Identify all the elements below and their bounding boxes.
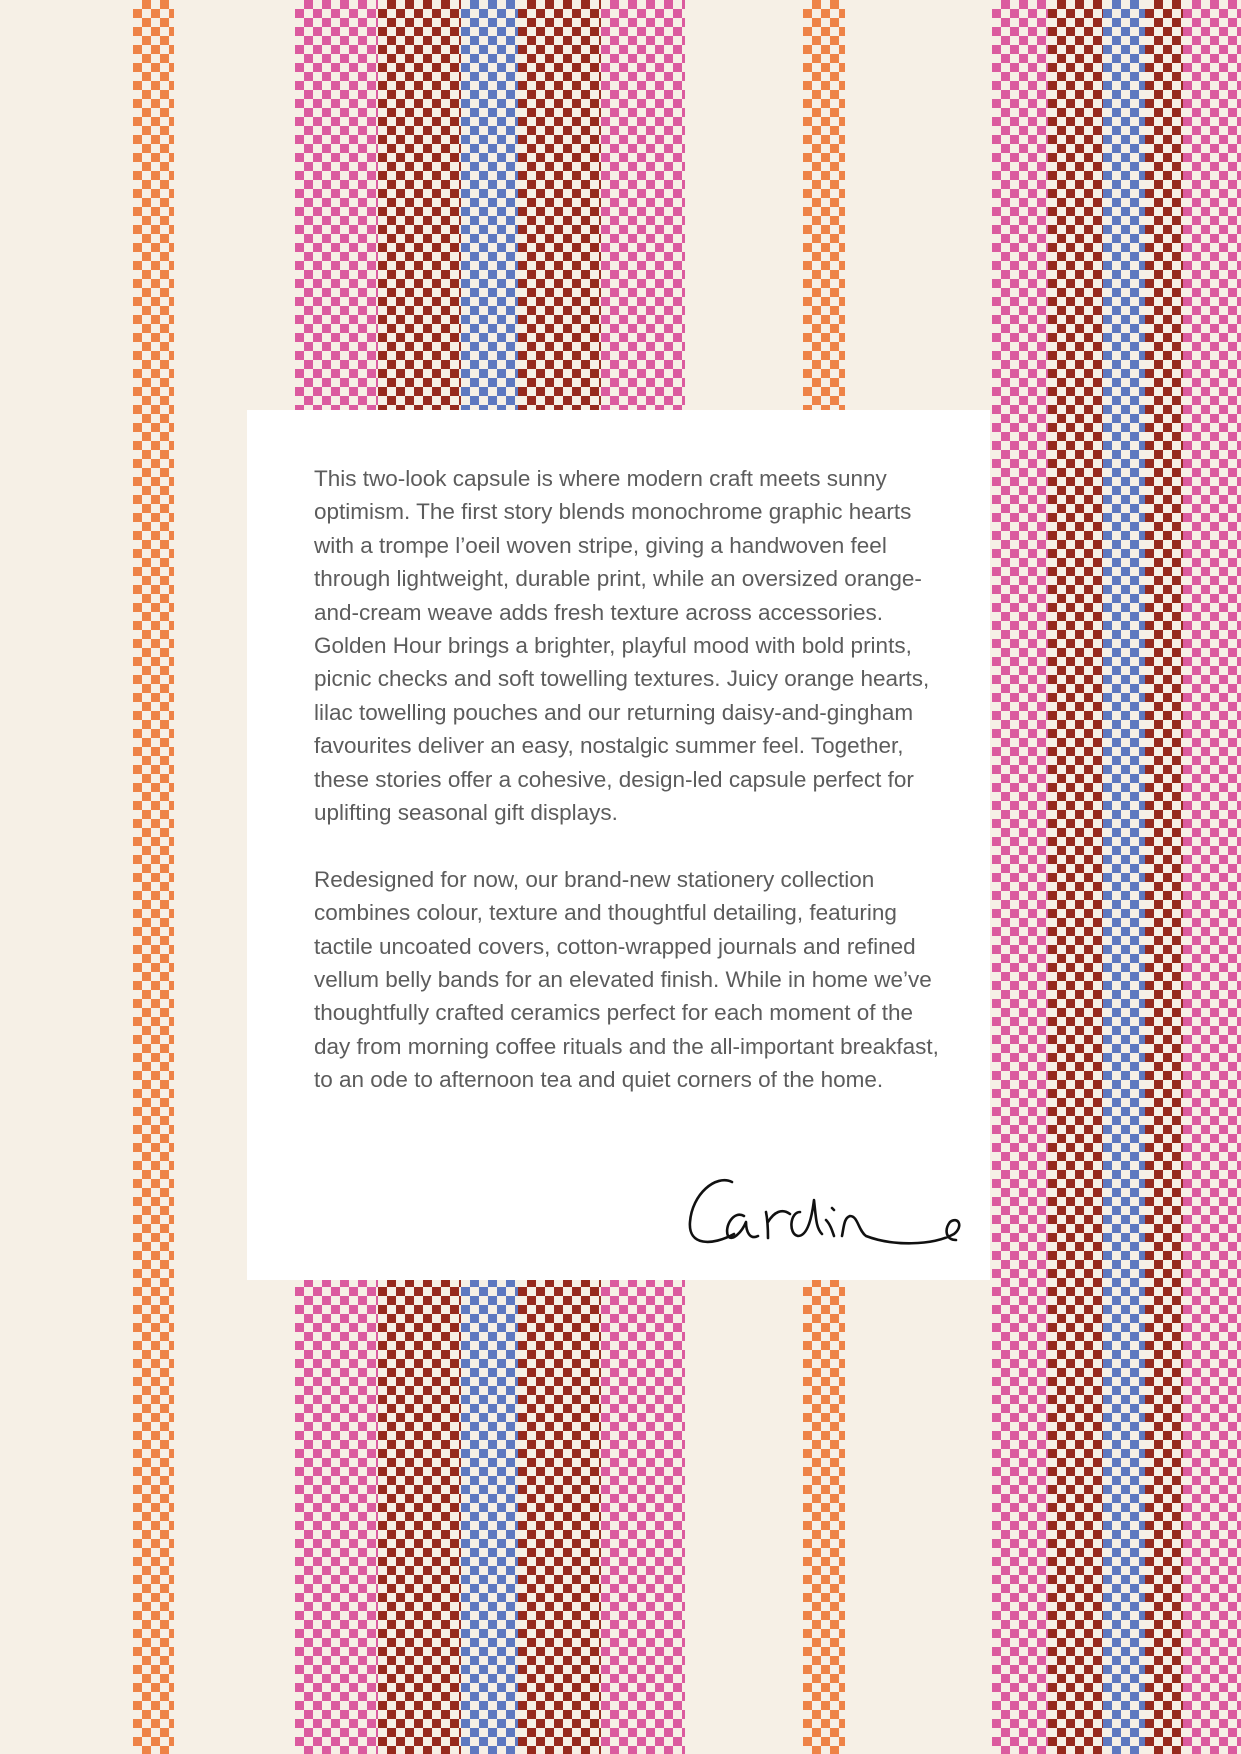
maroon-check-stripe	[1145, 0, 1183, 1754]
maroon-check-stripe	[1048, 0, 1103, 1754]
letter-paragraph-2: Redesigned for now, our brand-new stationery collection combines colour, texture and thoughtful detailing, featuring tactile uncoated covers, cotton-wrapped journals and refined vellum belly bands for an elevated finish. While in home we’ve thoughtfully crafted ceramics perfect for each moment of the day from morning coffee rituals and the all-important breakfast, to an ode to afternoon tea and quiet corners of the home.	[314, 866, 939, 1093]
letter-paragraph-1: This two-look capsule is where modern craft meets sunny optimism. The first story blends monochrome graphic hearts with a trompe l’oeil woven stripe, giving a handwoven feel through lightweight, durable print, while an oversized orange-and-cream weave adds fresh texture across accessories. Golden Hour brings a brighter, playful mood with bold prints, picnic checks and soft towelling textures. Juicy orange hearts, lilac towelling pouches and our returning daisy-and-gingham favourites deliver an easy, nostalgic summer feel. Together, these stories offer a cohesive, design-led capsule perfect for uplifting seasonal gift displays.	[314, 466, 930, 826]
letter-body	[314, 462, 954, 1130]
letter-card	[247, 410, 990, 1280]
pink-check-stripe	[1183, 0, 1241, 1754]
pink-check-stripe	[992, 0, 1048, 1754]
orange-check-stripe	[133, 0, 174, 1754]
handwritten-signature	[682, 1160, 962, 1260]
blue-check-stripe	[1103, 0, 1145, 1754]
